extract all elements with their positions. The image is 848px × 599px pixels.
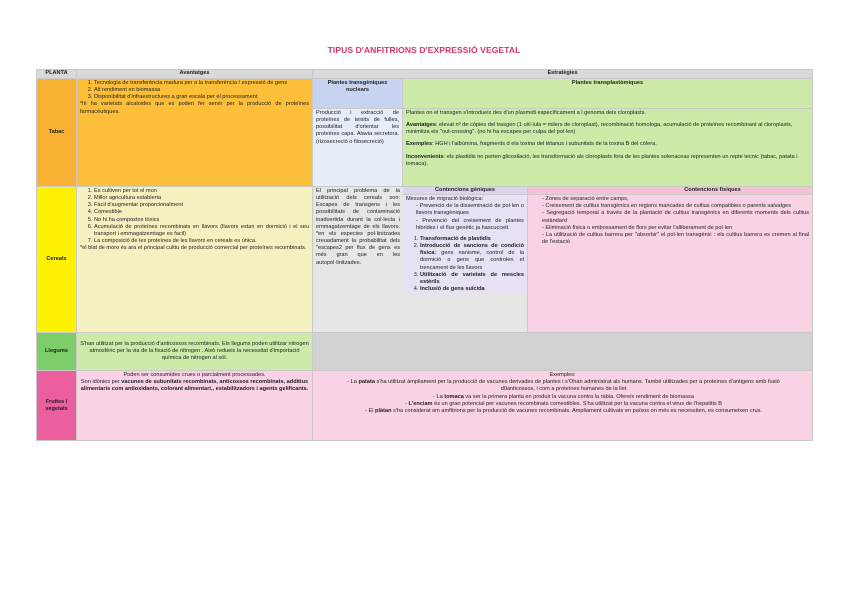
list-item: 4. Inclusió de gens suïcida — [420, 286, 524, 293]
genic-header: Contencions gèniques — [403, 187, 527, 195]
header-transgeniques: Plantes transgèniques nuclears — [313, 79, 403, 109]
row-tabac-top — [37, 79, 813, 109]
list-item: 3. Disponibilitat d'infraestructures a gran escala per el processament — [94, 94, 309, 101]
list-item: 2. Introducció de sancions de condició física: gens nanisme, control de la dormició o gens que controlen el trencament de les llavors — [420, 243, 524, 272]
list-item: - Segregació temporal a través de la plantació de cultius transgènics en diferents moments dels cultius estàndard — [542, 210, 809, 224]
header-transplastomiques: Plantes transplastòmiques — [403, 79, 813, 109]
list-item: - L'enciam és un gran potencial per vacunes recombinats comestibles. S'ha utilitzat per la vacuna contra el virus de l'hepatitis B — [336, 401, 791, 408]
list-item: - Zones de separació entre camps, — [542, 196, 809, 203]
list-item: 2. Millor agricultura establerta — [94, 195, 309, 202]
list-item: 3. Fàcil d'augmentar proporcionalment — [94, 202, 309, 209]
cereals-advantages — [77, 187, 313, 333]
header-avantatges: Avantatges — [77, 70, 313, 79]
transpl-intro: Plantes on el transgen s'introdueix des d'un plasmidi específicament a l genoma dels cloroplasts. — [406, 110, 647, 116]
list-item: 1. Tecnologia de transferència madura per a la transferència / expressió de gens — [94, 80, 309, 87]
header-estrategies: Estratègies — [313, 70, 813, 79]
plant-tabac: Tabac — [37, 79, 77, 187]
fruites-advantages — [77, 371, 313, 441]
transplastomiques-text — [403, 109, 813, 187]
tabac-advantages — [77, 79, 313, 187]
tabac-note: *hi ha varietats alcaloides que es poden fer servir per la producció de proteïnes farmacèutiques. — [80, 101, 309, 115]
genic-panel — [403, 187, 527, 294]
transpl-inconvenients: Inconvenients: els plastidis no porten glicosilació, les transformació als cloroplasts fora de les plantes solenaceas representen un repte tecnic (tabac, patata i tomaca). — [406, 153, 798, 167]
llegums-empty — [313, 333, 813, 371]
fisic-header: Contencions físiques — [528, 187, 813, 195]
cereals-problem-text: El principal problema de la utilització dels cereals son: Escapes de transgens i les possibilitats de contaminació inadvertida durant la col·lecta i emmagatzemtage de els llavors. *en els especies pol·linitzades creuadament la probabilitat dels "escapes2 per flux de gens es més gran que en les autopol·linitzades. — [316, 188, 400, 266]
cereals-note: *el blat de moro és ara el principal cultiu de producció comercial per proteïnes recombinats. — [80, 245, 307, 252]
plant-cereals: Cereals — [37, 187, 77, 333]
fisic-panel — [528, 195, 813, 333]
row-llegums — [37, 333, 813, 371]
list-item: - El plàtan s'ha considerat om amfitrions per la producció de vacunes recombinats. Ampliament cultivats en països on més es necessiten, es consumeixen crus. — [336, 408, 791, 415]
list-item: 6. Acumulació de proteïnes recombinats en llavors (llavors estan en dormició i el seu transport i emmagatzemtage es facil) — [94, 224, 309, 238]
fruites-uses: Son idònies per vacunes de subunitats recombinats, anticossos recombinats, additius alimentaris com antioxidants, colorant alimentari,, estabilitzadors i agents gelificants. — [80, 379, 309, 393]
list-item: - Prevenció de la disseminació de pol·len o llavors transgèniques — [416, 203, 524, 217]
examples-header: Exemples: — [549, 372, 576, 379]
plant-fruites: Fruites i vegetals — [37, 371, 77, 441]
row-fruites — [37, 371, 813, 441]
transpl-examples: Exemples: HGH i l'albúmina, fragments d ela toxina del tètanus i subunitats de la toxina B del còlera. — [406, 141, 657, 148]
row-cereals-top — [37, 187, 813, 195]
plant-llegums: Llegums — [37, 333, 77, 371]
list-item: - Creixement de cultius transgènics en regions mancades de cultius compatibles o parents salvatges — [542, 203, 809, 210]
page-title: TIPUS D'ANFITRIONS D'EXPRESSIÓ VEGETAL — [327, 45, 521, 55]
list-item: - La patata s'ha utilitzat àmpliament per la producció de vacunes derivades de plantes i s'Ohan administrat als humans. També utilitzades per a proteïnes d'antigens amb fusió d0anticossos, i com a proteïnes humanes de la llet — [336, 379, 791, 393]
list-item: 7. La composició de les proteïnes de les llavors en cereals es única. — [94, 238, 309, 245]
genic-body — [403, 195, 527, 294]
genic-intro: Mesures de migració biològica: — [406, 196, 484, 203]
fruites-intro: Poden ser consumides crues o parcialment processades. — [123, 372, 266, 379]
list-item: - Eliminació física o embossament de flors per evitar l'alliberament de pol·len — [542, 225, 809, 232]
list-item: - La tomaca va ser la primera planta en produir la vacuna contra la ràbia. Ofereix rendiment de biomassa — [336, 394, 791, 401]
list-item: 2. Alt rendiment en biomassa — [94, 87, 309, 94]
header-row — [37, 70, 813, 79]
list-item: - La utilització de cultius barrera per "absorbir" el pol·len transgènic : els cultius barrera es cremen al final de l'estació — [542, 232, 809, 246]
transgeniques-text: Producció i extracció de proteïnes de teixits de fulles, possibilitat d'orientar les proteïnes capa. Alavia secretora. (rizosecreció o filosecreció) — [313, 109, 403, 187]
list-item: 1. Es cultiven per tot el mon — [94, 188, 309, 195]
list-item: - Prevenció del creixement de plantes hibrides i el flux genètic ja hascucceit. — [416, 218, 524, 232]
list-item: 5. No hi ha compostos tòxics — [94, 217, 309, 224]
list-item: 1. Transformació de plastidis — [420, 236, 524, 243]
list-item: 4. Comestible — [94, 209, 309, 216]
transpl-advantages: Avantatges: elevat nº de còpies del trasgen (1 cèl·lula = milers de cloroplast), recombinació homologa, acumulació de proteïnes recombinant al cloroplasts, minimitza els "out-crossing". (no hi ha escapes per culpa del pol·len) — [406, 122, 793, 136]
header-planta: PLANTA — [37, 70, 77, 79]
list-item: 3. Utilització de varietats de mescles estèrils — [420, 272, 524, 286]
fruites-examples — [313, 371, 813, 441]
cereals-problem — [313, 187, 528, 333]
host-table — [36, 69, 813, 441]
llegums-text: S'han utilitzat per la producció d'anticossos recombinats. Els llegums poden utilitzar nitrogen atmosfèric per la via de la fixació de nitrogen . Això redueix la necessitat d'importació química de nitrogen al sòl. — [77, 333, 313, 371]
